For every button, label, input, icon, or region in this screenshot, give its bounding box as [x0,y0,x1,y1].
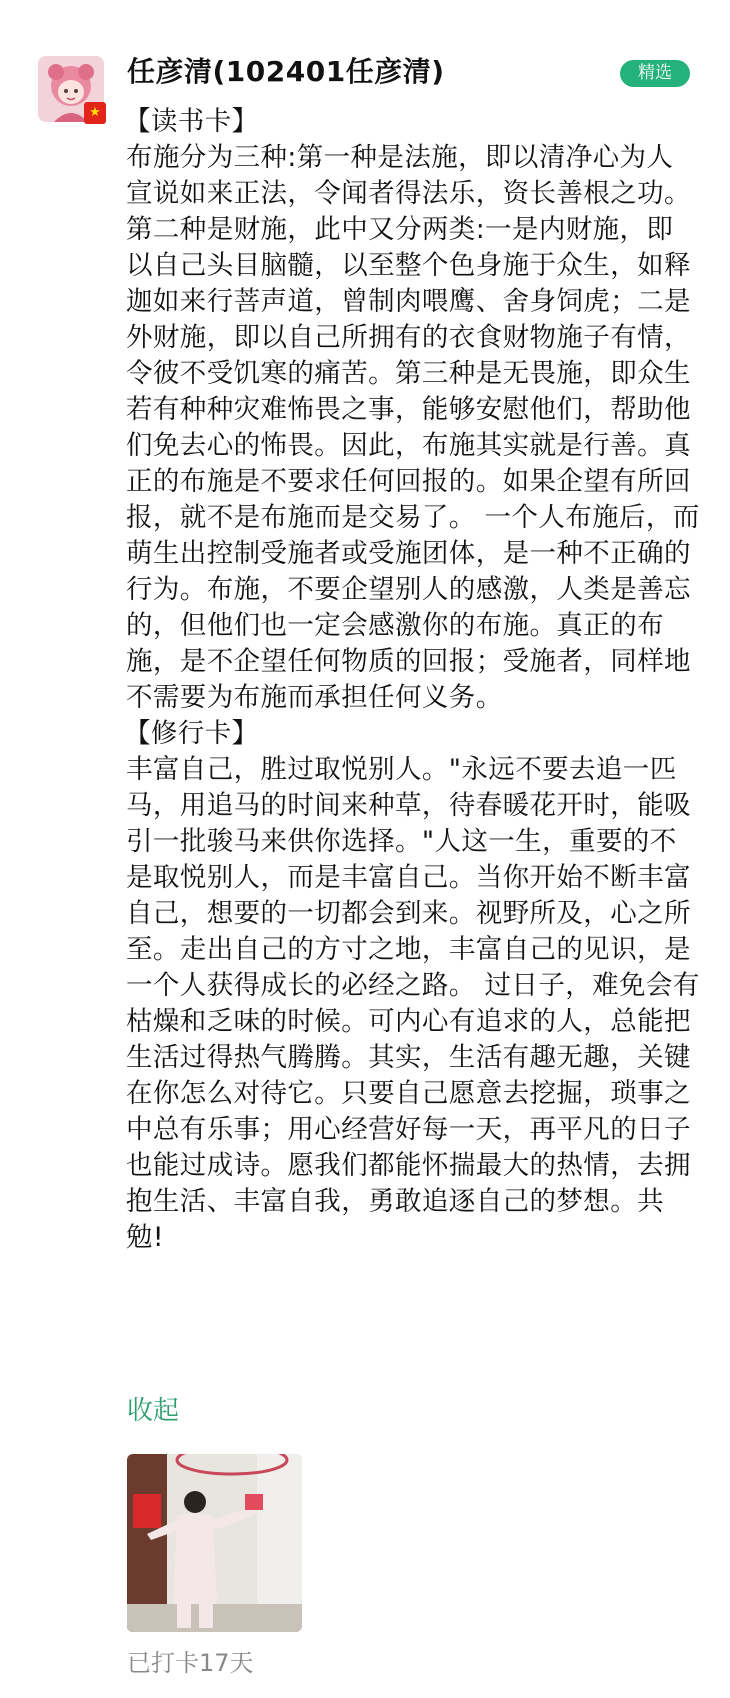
reading-card-text: 布施分为三种:第一种是法施，即以清净心为人宣说如来正法，令闻者得法乐，资长善根之功。第二种是财施，此中又分两类:一是内财施，即以自己头目脑髓，以至整个色身施于众生，如释迦如来行菩声道，曾制肉喂鹰、舍身饲虎；二是外财施，即以自己所拥有的衣食财物施子有情， 令彼不受饥寒的痛苦。第三种是无畏施，即众生若有种种灾难怖畏之事，能够安慰他们，帮助他们免去心的怖畏。因此，布施其实就是行善。真正的布施是不要求任何回报的。如果企望有所回报，就不是布施而是交易了。 一个人布施后，而萌生出控制受施者或受施团体，是一种不正确的行为。布施，不要企望别人的感激，人类是善忘的，但他们也一定会感激你的布施。真正的布施，是不企望任何物质的回报；受施者，同样地不需要为布施而承担任何义务。 [126,142,700,713]
china-flag-icon: ★ [84,102,106,124]
username[interactable]: 任彦清(102401任彦清) [127,55,445,88]
practice-card-title: 【修行卡】 [124,718,259,749]
checkin-photo[interactable] [127,1454,302,1632]
practice-card-text: 丰富自己，胜过取悦别人。"永远不要去追一匹马，用追马的时间来种草，待春暖花开时，能吸引一批骏马来供你选择。"人这一生，重要的不是取悦别人，而是丰富自己。当你开始不断丰富自己，想要的一切都会到来。视野所及，心之所至。走出自己的方寸之地，丰富自己的见识，是一个人获得成长的必经之路。 过日子，难免会有枯燥和乏味的时候。可内心有追求的人，总能把生活过得热气腾腾。其实，生活有趣无趣，关键在你怎么对待它。只要自己愿意去挖掘，琐事之中总有乐事；用心经营好每一天，再平凡的日子也能过成诗。愿我们都能怀揣最大的热情，去拥抱生活、丰富自我，勇敢追逐自己的梦想。共勉! [126,754,700,1253]
reading-card-title: 【读书卡】 [124,106,259,137]
post-content [126,104,700,1256]
checkin-days: 已打卡17天 [127,1649,254,1677]
collapse-link[interactable]: 收起 [127,1396,180,1426]
featured-badge: 精选 [620,60,690,87]
